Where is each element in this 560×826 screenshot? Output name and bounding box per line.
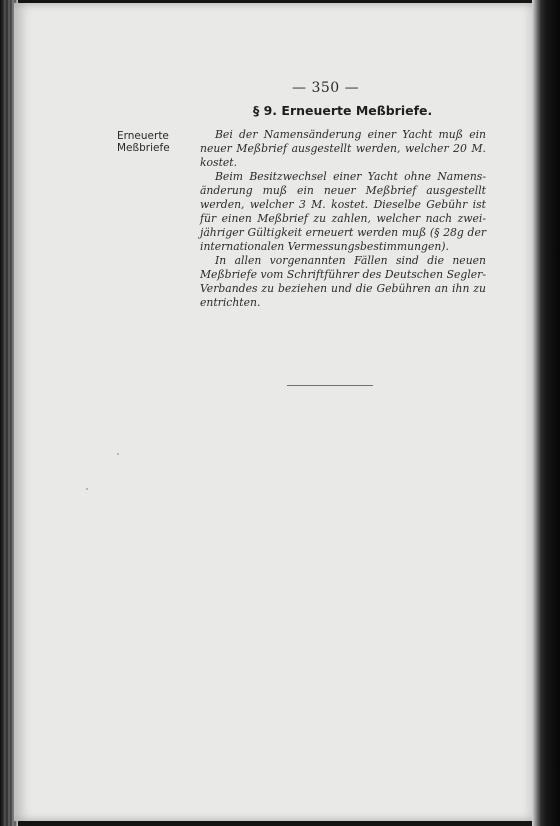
margin-note-line: Erneuerte [117, 130, 169, 142]
page-number: — 350 — [292, 80, 360, 96]
paper-speck [86, 488, 88, 490]
book-fore-edge [532, 0, 560, 826]
paragraph: Bei der Namensänderung einer Yacht muß ein neuer Meßbrief ausgestellt werden, welcher 20 M. kostet. [200, 128, 486, 169]
margin-note-line: Meßbriefe [117, 142, 170, 154]
section-divider [287, 385, 373, 386]
section-body [200, 128, 486, 310]
book-page [14, 3, 534, 821]
section-heading: § 9. Erneuerte Meßbriefe. [253, 103, 433, 118]
margin-note [117, 130, 197, 154]
paper-speck [117, 453, 119, 455]
paragraph: In allen vorgenannten Fällen sind die neuen Meßbriefe vom Schriftführer des Deutschen Segler-Verbandes zu beziehen und die Gebühren an ihn zu entrichten. [200, 254, 486, 309]
paragraph: Beim Besitzwechsel einer Yacht ohne Namensänderung muß ein neuer Meßbrief ausgestellt werden, welcher 3 M. kostet. Dieselbe Gebühr ist für einen Meßbrief zu zahlen, welcher nach zweijähriger Gültigkeit erneuert werden muß (§ 28g der internationalen Vermessungsbestimmungen). [200, 170, 486, 253]
